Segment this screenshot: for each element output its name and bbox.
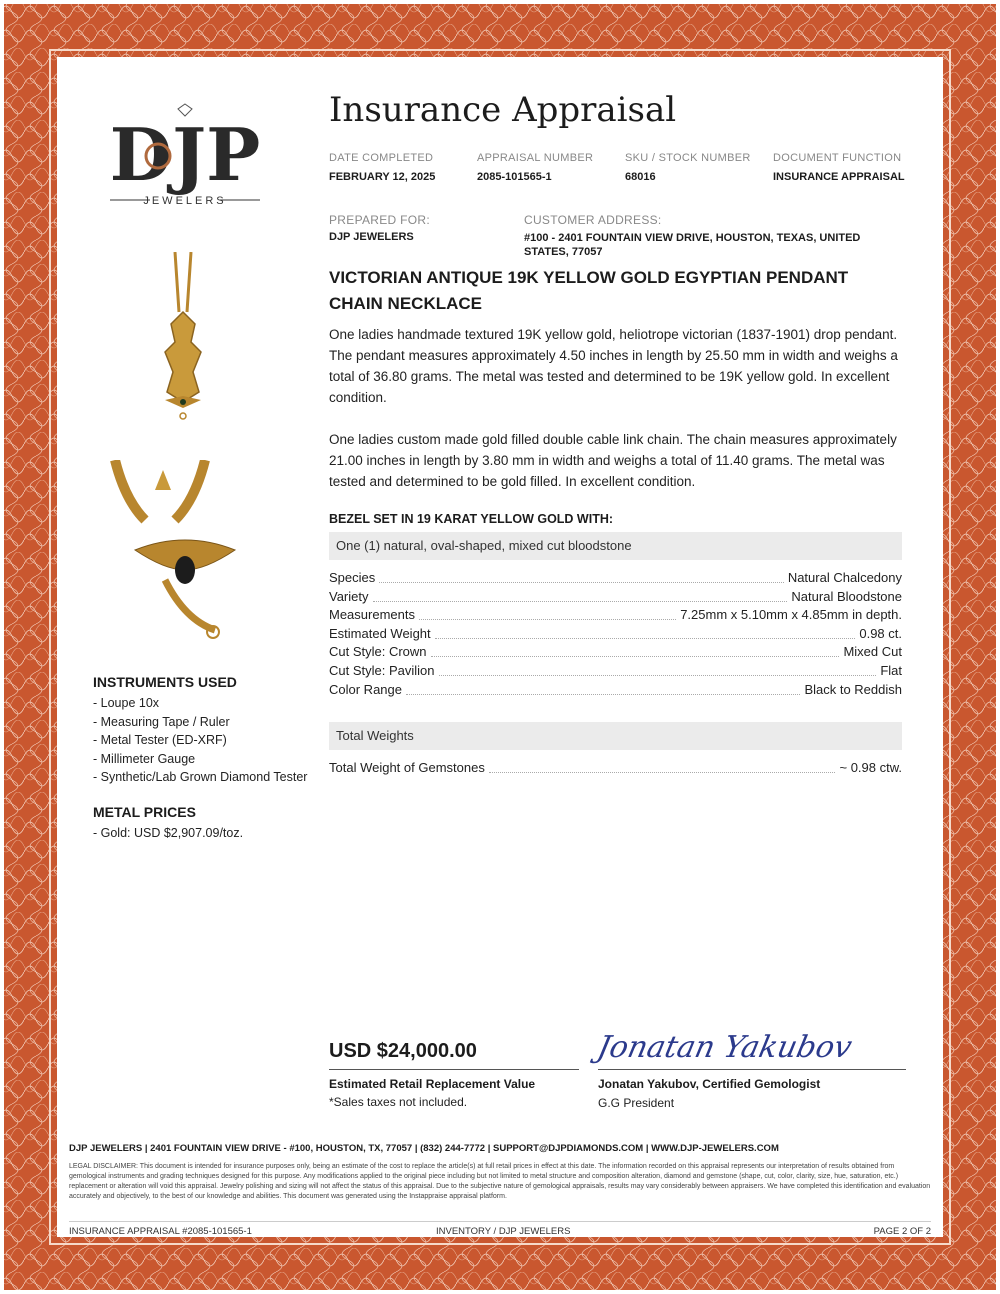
signature: Jonatan Yakubov	[594, 1030, 855, 1065]
leader-dots	[435, 626, 856, 639]
pendant-photo	[95, 252, 275, 442]
appraisal-number-label: APPRAISAL NUMBER	[477, 152, 594, 164]
footer-contact: DJP JEWELERS | 2401 FOUNTAIN VIEW DRIVE - #100, HOUSTON, TX, 77057 | (832) 244-7772 | SUPPORT@DJPDIAMONDS.COM | WWW.DJP-JEWELERS.COM	[69, 1143, 779, 1154]
detail-key: Species	[329, 570, 376, 585]
detail-key: Variety	[329, 588, 369, 604]
date-value: FEBRUARY 12, 2025	[329, 171, 436, 183]
total-weight-key: Total Weight of Gemstones	[329, 760, 485, 775]
chain-description: One ladies custom made gold filled double cable link chain. The chain measures approximately 21.00 inches in length by 3.80 mm in width and weighs a total of 11.40 grams. The metal was tested and determined to be gold filled. In excellent condition.	[329, 432, 897, 489]
prepared-for-value: DJP JEWELERS	[329, 231, 414, 243]
value-line	[329, 1069, 579, 1070]
leader-dots	[406, 682, 800, 695]
detail-value: Mixed Cut	[843, 644, 902, 660]
djp-logo	[100, 100, 270, 210]
instrument-item: - Millimeter Gauge	[93, 751, 196, 766]
stone-summary: One (1) natural, oval-shaped, mixed cut bloodstone	[329, 532, 902, 560]
detail-key: Measurements	[329, 607, 415, 623]
signer-name: Jonatan Yakubov, Certified Gemologist	[598, 1077, 821, 1091]
detail-key: Color Range	[329, 681, 402, 697]
appraised-value: USD $24,000.00	[329, 1040, 477, 1062]
leader-dots	[431, 644, 840, 657]
leader-dots	[379, 570, 784, 583]
sku-value: 68016	[625, 171, 656, 183]
footer-appraisal-ref: INSURANCE APPRAISAL #2085-101565-1	[69, 1226, 252, 1237]
detail-value: Flat	[880, 663, 902, 678]
function-value: INSURANCE APPRAISAL	[773, 171, 905, 183]
date-label: DATE COMPLETED	[329, 152, 434, 164]
detail-value: Natural Chalcedony	[787, 570, 902, 585]
address-value: #100 - 2401 FOUNTAIN VIEW DRIVE, HOUSTON, TEXAS, UNITED STATES, 77057	[524, 232, 861, 258]
signature-line	[598, 1069, 906, 1070]
detail-key: Cut Style: Crown	[329, 644, 427, 660]
footer-inventory: INVENTORY / DJP JEWELERS	[436, 1226, 571, 1237]
tax-note: *Sales taxes not included.	[329, 1095, 468, 1109]
detail-value: Natural Bloodstone	[791, 588, 902, 604]
stone-heading: BEZEL SET IN 19 KARAT YELLOW GOLD WITH:	[329, 512, 614, 526]
item-title: VICTORIAN ANTIQUE 19K YELLOW GOLD EGYPTIAN PENDANT CHAIN NECKLACE	[329, 268, 849, 313]
total-weight-row	[329, 760, 902, 778]
instruments-heading: INSTRUMENTS USED	[93, 674, 237, 690]
leader-dots	[419, 607, 676, 620]
legal-disclaimer: LEGAL DISCLAIMER: This document is intended for insurance purposes only, being an estimate of the cost to replace the article(s) at full retail prices in effect at this date. The information recorded on this appraisal represents our interpretation of results obtained from gemological instruments and grading techniques designed for this purpose. Any modifications applied to the original piece including but not limited to metal structure and composition alteration, diamond and gemstone (shape, cut, color, clarity, size, hue, saturation, etc.) replacement or alteration will void this appraisal. Jewelry polishing and sizing will not affect the status of this appraisal. Due to the subjective nature of gemological appraisals, results may vary considerably between appraisers. We have completed this identification and evaluation accurately and objectively, to the best of our knowledge and abilities. This document was generated using the Instappraise appraisal platform.	[69, 1163, 931, 1200]
total-weight-value: ~ 0.98 ctw.	[839, 760, 902, 775]
pendant-description: One ladies handmade textured 19K yellow gold, heliotrope victorian (1837-1901) drop pendant. The pendant measures approximately 4.50 inches in length by 25.50 mm in width and weighs a total of 36.80 grams. The metal was tested and determined to be 19K yellow gold. In excellent condition.	[329, 327, 898, 405]
sku-label: SKU / STOCK NUMBER	[625, 152, 751, 164]
detail-key: Estimated Weight	[329, 625, 431, 641]
stone-detail-row	[329, 607, 902, 625]
leader-dots	[439, 663, 877, 676]
detail-value: 7.25mm x 5.10mm x 4.85mm in depth.	[680, 607, 902, 623]
leader-dots	[373, 589, 788, 602]
value-label: Estimated Retail Replacement Value	[329, 1077, 536, 1091]
metal-price-item: - Gold: USD $2,907.09/toz.	[93, 826, 244, 840]
instrument-item: - Measuring Tape / Ruler	[93, 714, 230, 729]
pendant-detail-photo	[95, 460, 275, 650]
stone-detail-row	[329, 644, 902, 662]
stone-detail-row	[329, 663, 902, 681]
detail-value: 0.98 ct.	[859, 625, 902, 641]
total-weights-heading: Total Weights	[329, 722, 902, 750]
instrument-item: - Synthetic/Lab Grown Diamond Tester	[93, 770, 308, 785]
appraisal-number-value: 2085-101565-1	[477, 171, 552, 183]
logo-letters: DJP	[109, 112, 261, 197]
logo-subtitle: JEWELERS	[143, 195, 227, 207]
detail-value: Black to Reddish	[804, 681, 902, 697]
page-title: Insurance Appraisal	[329, 90, 677, 130]
address-label: CUSTOMER ADDRESS:	[524, 213, 662, 227]
signer-title: G.G President	[598, 1096, 675, 1110]
stone-detail-row	[329, 682, 902, 700]
page-number: PAGE 2 OF 2	[873, 1226, 931, 1237]
instrument-item: - Loupe 10x	[93, 696, 160, 710]
metal-prices-heading: METAL PRICES	[93, 804, 196, 820]
stone-detail-row	[329, 626, 902, 644]
leader-dots	[489, 760, 836, 773]
stone-detail-row	[329, 570, 902, 588]
function-label: DOCUMENT FUNCTION	[773, 152, 902, 164]
detail-key: Cut Style: Pavilion	[329, 663, 435, 678]
instrument-item: - Metal Tester (ED-XRF)	[93, 733, 227, 748]
prepared-for-label: PREPARED FOR:	[329, 213, 431, 227]
footer-divider	[69, 1221, 931, 1222]
stone-detail-row	[329, 589, 902, 607]
